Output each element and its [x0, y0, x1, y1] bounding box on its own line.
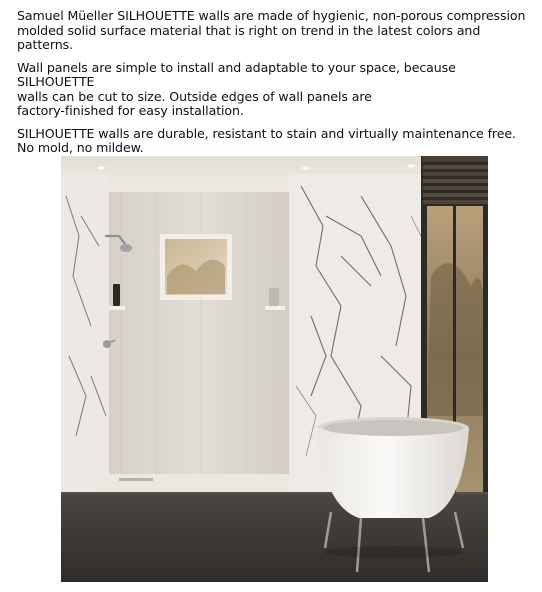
shower-head-icon	[120, 244, 132, 252]
paragraph-material	[17, 9, 537, 53]
paragraph-installation-line-3: factory-finished for easy installation.	[17, 103, 244, 118]
shower-shelf-left	[109, 306, 125, 310]
ceiling-light-icon	[407, 164, 415, 167]
shower-shelf-right	[265, 306, 285, 310]
ceiling-light-icon	[302, 166, 310, 169]
marketing-copy	[17, 9, 537, 164]
paragraph-durability-line-1: SILHOUETTE walls are durable, resistant to stain and virtually maintenance free.	[17, 125, 516, 141]
paragraph-installation-line-1: Wall panels are simple to install and adaptable to your space, because SILHOUETTE	[17, 59, 456, 89]
ceiling-light-icon	[97, 166, 105, 169]
shower-base	[99, 474, 291, 492]
paragraph-durability	[17, 127, 537, 156]
bottle-icon	[269, 288, 279, 306]
bathroom-photo	[61, 156, 488, 582]
paragraph-installation-line-2: walls can be cut to size. Outside edges of wall panels are	[17, 88, 372, 104]
freestanding-bathtub-icon	[317, 417, 469, 572]
paragraph-durability-line-2: No mold, no mildew.	[17, 140, 144, 155]
paragraph-material-line-1: Samuel Müeller SILHOUETTE walls are made of hygienic, non-porous compression	[17, 8, 526, 23]
paragraph-installation	[17, 61, 537, 119]
bottle-icon	[113, 284, 120, 306]
paragraph-material-line-2: molded solid surface material that is right on trend in the latest colors and patterns.	[17, 22, 481, 52]
shower-drain-icon	[119, 478, 153, 481]
